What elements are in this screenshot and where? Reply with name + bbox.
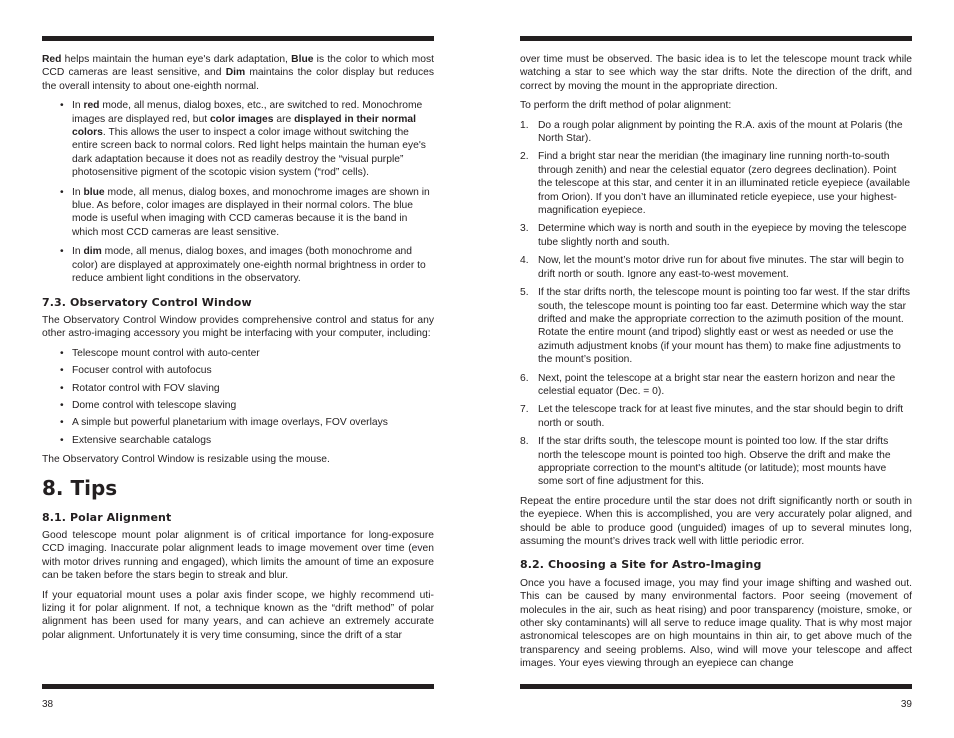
feature-item: • Telescope mount control with auto-center [42, 347, 434, 360]
site-selection-paragraph: Once you have a focused image, you may find your image shifting and washed out. This can be caused by many environmental factors. Poor seeing (movement of molecules in the air, such as heat rising) and poor transparency (moisture, smoke, or other sky contaminants) will all serve to reduce image quality. That is why most major astronomical telescopes are on high mountains in thin air, to get above much of the transparency and seeing problems. Also, wind will move your telescope and affect images. Your eyes viewing through an eyepiece can change [520, 577, 912, 670]
page-number: 39 [900, 699, 912, 710]
section-heading-8-2: 8.2. Choosing a Site for Astro-Imaging [520, 558, 762, 572]
feature-item: • Dome control with telescope slaving [42, 399, 434, 412]
section-7-3-closing: The Observatory Control Window is resizable using the mouse. [42, 454, 330, 466]
feature-item: • Focuser control with autofocus [42, 364, 434, 377]
step-item: 2. Find a bright star near the meridian (the imaginary line running north-to-south through zenith) and near the celestial equator (zero degrees declination). Point the telescope at this star, and center it in an illuminated reticle eyepiece (available from Orion). If you don’t have an illuminated reticle eyepiece, use your highest- magnification eyepiece. [520, 151, 911, 217]
step-item: 3. Determine which way is north and south in the eyepiece by moving the telescope tube slightly north and south. [520, 223, 907, 248]
section-heading-8-1: 8.1. Polar Alignment [42, 510, 172, 524]
feature-item: • A simple but powerful planetarium with image overlays, FOV overlays [42, 416, 434, 429]
step-item: 1. Do a rough polar alignment by pointing the R.A. axis of the mount at Polaris (the North Star). [520, 119, 903, 145]
step-item: 8. If the star drifts south, the telescope mount is pointed too low. If the star drifts north the telescope mount is pointed too high. Observe the drift and make the appropriate correction to the mount's altitude (or latitude); most mounts have some sort of fine adjustment for this. [520, 436, 891, 488]
top-rule [42, 36, 434, 41]
drift-method-intro: To perform the drift method of polar alignment: [520, 100, 732, 112]
bottom-rule [520, 684, 912, 689]
polar-alignment-paragraph-2: If your equatorial mount uses a polar axis finder scope, we highly recommend uti-lizing it for polar alignment. If not, a technique known as the “drift method” of polar alignment has been used for many years, and can achieve an extremely accurate polar alignment. Unfortunately it is very time consuming, since the drift of a star [42, 589, 434, 641]
left-page [42, 0, 434, 738]
feature-item: • Rotator control with FOV slaving [42, 382, 434, 395]
left-page-content [42, 53, 434, 648]
step-item: 4. Now, let the mount’s motor drive run for about five minutes. The star will begin to drift north or south. Ignore any east-to-west movement. [520, 255, 904, 280]
right-page [520, 0, 912, 738]
display-mode-list [42, 99, 434, 285]
drift-method-steps [520, 119, 912, 489]
chapter-title: 8. Tips [42, 475, 118, 500]
bottom-rule [42, 684, 434, 689]
observatory-feature-list [42, 347, 434, 447]
continuation-paragraph: over time must be observed. The basic idea is to let the telescope mount track while watching a star to see which way the star drifts. Note the direction of the drift, and correct by moving the mount in the appropriate direction. [520, 54, 912, 92]
right-page-content [520, 53, 912, 677]
page-number: 38 [42, 699, 54, 710]
section-heading-7-3: 7.3. Observatory Control Window [42, 295, 252, 309]
dim-mode-bullet: • In dim mode, all menus, dialog boxes, and images (both monochrome and color) are displayed at approximately one-eighth normal brightness in order to reduce ambient light conditions in the observatory. [42, 245, 434, 285]
display-modes-intro: Red helps maintain the human eye's dark adaptation, Blue is the color to which most CCD cameras are least sensitive, and Dim maintains the color display but reduces the overall intensity to about one-eighth normal. [42, 54, 434, 92]
blue-mode-bullet: • In blue mode, all menus, dialog boxes, and monochrome images are shown in blue. As before, color images are displayed in their normal colors. The blue mode is useful when imaging with CCD cameras because it is the band in which most CCD cameras are least sensitive. [42, 186, 434, 240]
polar-alignment-paragraph-1: Good telescope mount polar alignment is of critical importance for long-exposure CCD imaging. Inaccurate polar alignment leads to image movement over time (even with motor drives running and engaged), which limits the amount of time an exposure can be taken before the stars begin to streak and blur. [42, 529, 434, 582]
top-rule [520, 36, 912, 41]
repeat-procedure-paragraph: Repeat the entire procedure until the star does not drift significantly north or south in the eyepiece. When this is accomplished, you are very accurately polar aligned, and should be able to produce good (unguided) images of up to several minutes long, assuming the mount’s drives track well with little periodic error. [520, 495, 912, 547]
step-item: 7. Let the telescope track for at least five minutes, and the star should begin to drift north or south. [520, 404, 904, 429]
section-7-3-intro: The Observatory Control Window provides comprehensive control and status for any other astro-imaging accessory you might be interfacing with your computer, including: [42, 314, 434, 340]
red-mode-bullet: • In red mode, all menus, dialog boxes, etc., are switched to red. Monochrome images are displayed red, but color images are displayed in their normal colors. This allows the user to inspect a color image without switching the entire screen back to normal colors. Red light helps maintain the human eye's dark adaptation because it does not as readily destroy the “visual purple” photosensitive pigment of the scotopic vision system (“rod” cells). [42, 99, 434, 179]
step-item: 6. Next, point the telescope at a bright star near the eastern horizon and near the celestial equator (Dec. = 0). [520, 372, 896, 397]
feature-item: • Extensive searchable catalogs [42, 434, 434, 447]
step-item: 5. If the star drifts north, the telescope mount is pointing too far west. If the star drifts south, the telescope mount is pointing too far east. Determine which way the star drifted and make the appropriate correction to the azimuth position of the mount. Rotate the entire mount (and tripod) slightly east or west as needed or use the azimuth adjustment knobs (if your mount has them) to make fine adjustments to the mount’s position. [520, 287, 911, 366]
